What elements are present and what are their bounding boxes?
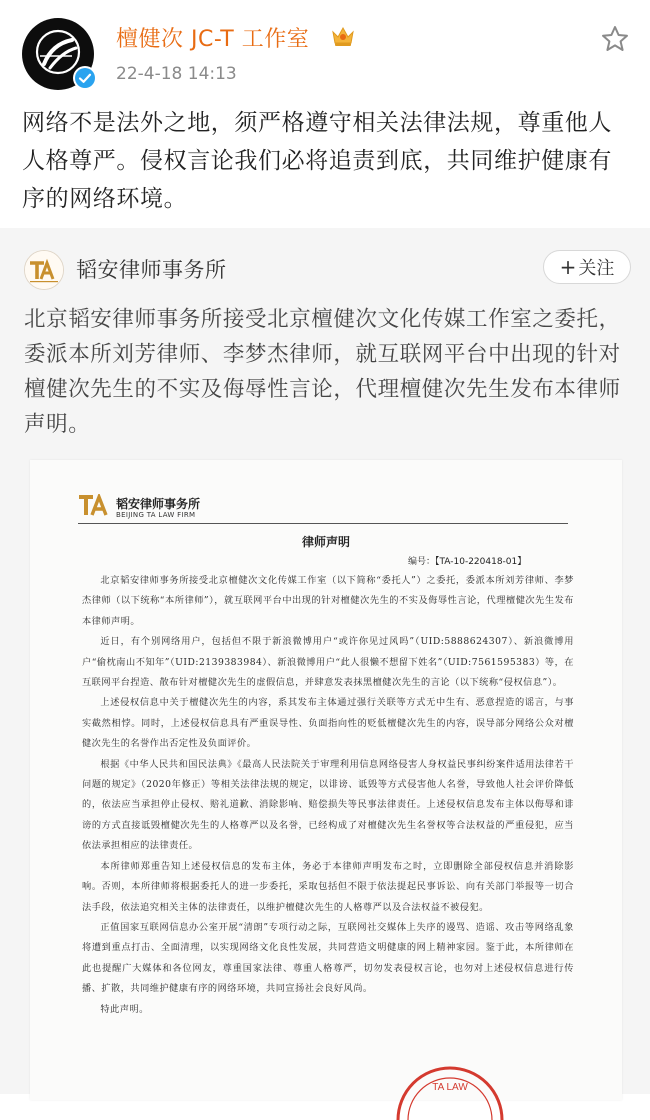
doc-paragraph: 特此声明。 — [100, 1003, 149, 1015]
doc-firm-english: BEIJING TA LAW FIRM — [116, 511, 196, 519]
red-seal-stamp-icon — [390, 1060, 510, 1120]
statement-image[interactable] — [30, 460, 622, 1100]
doc-number: 编号：【TA-10-220418-01】 — [408, 557, 527, 567]
doc-paragraph: 近日，有个别网络用户，包括但不限于新浪微博用户“或许你见过风吗”（UID:5888624307）、新浪微博用户“偷枕南山不知年”（UID:2139383984）、新浪微博用户“此人很懒不想留下姓名”（UID:7561595383）等，在互联网平台捏造、散布针对檀健次先生的虚假信息，并肆意发表抹黑檀健次先生的言论（以下统称“侵权信息”）。 — [82, 636, 574, 689]
follow-button[interactable] — [543, 250, 631, 284]
doc-paragraph: 正值国家互联网信息办公室开展“清朗”专项行动之际，互联网社交媒体上失序的谩骂、造谣、攻击等网络乱象将遭到重点打击、全面清理，以实现网络文化良性发展，共同营造文明健康的网上精神家园。鉴于此，本所律师在此也提醒广大媒体和各位网友，尊重国家法律、尊重人格尊严，切勿发表侵权言论，也勿对上述侵权信息进行传播、扩散，共同维护健康有序的网络环境，共同宣扬社会良好风尚。 — [82, 921, 574, 995]
reposted-post[interactable] — [0, 228, 650, 1094]
star-favorite-icon[interactable] — [600, 24, 630, 54]
weibo-post — [0, 0, 650, 228]
doc-firm-name: 韬安律师事务所 — [116, 497, 201, 511]
plus-icon: + — [559, 255, 577, 279]
verified-badge-icon — [73, 66, 97, 90]
crown-badge-icon — [330, 24, 356, 48]
firm-avatar[interactable] — [24, 250, 64, 290]
ta-doc-logo-icon — [78, 494, 114, 518]
ta-law-logo-icon — [25, 251, 63, 289]
doc-header-rule — [78, 523, 568, 524]
post-time: 22-4-18 14:13 — [116, 64, 237, 84]
svg-text:TA LAW: TA LAW — [432, 1082, 468, 1093]
author-name[interactable]: 檀健次 JC-T 工作室 — [116, 27, 310, 52]
doc-title: 律师声明 — [301, 535, 350, 549]
firm-name[interactable]: 韬安律师事务所 — [76, 258, 227, 282]
doc-paragraph: 北京韬安律师事务所接受北京檀健次文化传媒工作室（以下简称“委托人”）之委托，委派本所刘芳律师、李梦杰律师（以下统称“本所律师”），就互联网平台中出现的针对檀健次先生的不实及侮辱性言论，代理檀健次先生发布本律师声明。 — [82, 575, 574, 627]
doc-paragraph: 根据《中华人民共和国民法典》《最高人民法院关于审理利用信息网络侵害人身权益民事纠纷案件适用法律若干问题的规定》（2020年修正）等相关法律法规的规定，以诽谤、诋毁等方式侵害他人名誉，导致他人社会评价降低的，依法应当承担停止侵权、赔礼道歉、消除影响、赔偿损失等民事法律责任。上述侵权信息发布主体以侮辱和诽谤的方式直接诋毁檀健次先生的人格尊严以及名誉，已经构成了对檀健次先生名誉权等合法权益的严重侵犯，应当依法承担相应的法律责任。 — [82, 758, 574, 852]
repost-text: 北京韬安律师事务所接受北京檀健次文化传媒工作室之委托，委派本所刘芳律师、李梦杰律师，就互联网平台中出现的针对檀健次先生的不实及侮辱性言论，代理檀健次先生发布本律师声明。 — [24, 307, 621, 437]
follow-label: 关注 — [578, 258, 615, 279]
doc-paragraph: 上述侵权信息中关于檀健次先生的内容，系其发布主体通过强行关联等方式无中生有、恶意捏造的谣言，与事实截然相悖。同时，上述侵权信息具有严重误导性、负面指向性的贬低檀健次先生的内容，误导部分网络公众对檀健次先生的名誉作出否定性及负面评价。 — [82, 697, 574, 750]
doc-paragraph: 本所律师郑重告知上述侵权信息的发布主体，务必于本律师声明发布之时，立即删除全部侵权信息并消除影响。否则，本所律师将根据委托人的进一步委托，采取包括但不限于依法提起民事诉讼、向有关部门举报等一切合法手段，依法追究相关主体的法律责任，以维护檀健次先生的人格尊严以及合法权益不被侵犯。 — [82, 860, 574, 913]
doc-body — [82, 571, 574, 1020]
post-text: 网络不是法外之地，须严格遵守相关法律法规，尊重他人人格尊严。侵权言论我们必将追责到底，共同维护健康有序的网络环境。 — [22, 110, 612, 212]
